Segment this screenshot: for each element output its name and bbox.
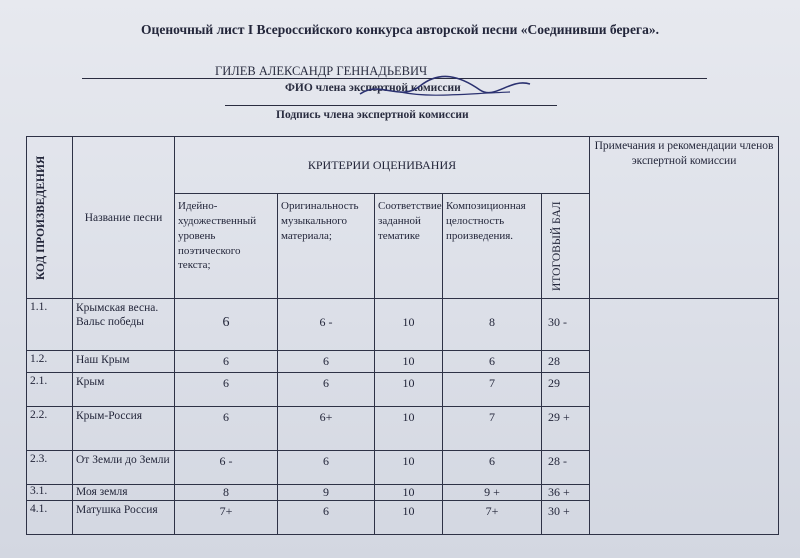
row-score-c1: 6 - (175, 451, 278, 485)
signature-scribble (340, 72, 540, 112)
column-header-criteria: КРИТЕРИИ ОЦЕНИВАНИЯ (175, 137, 590, 194)
row-code: 3.1. (27, 485, 73, 501)
column-header-code-text: КОД ПРОИЗВЕДЕНИЯ (34, 155, 47, 280)
row-score-c1: 6 (175, 407, 278, 451)
row-total: 30 + (542, 501, 590, 535)
row-total: 30 - (542, 299, 590, 351)
row-name: Наш Крым (73, 351, 175, 373)
row-score-c4: 9 + (443, 485, 542, 501)
row-score-c3: 10 (375, 451, 443, 485)
row-name: От Земли до Земли (73, 451, 175, 485)
row-score-c3: 10 (375, 373, 443, 407)
column-header-name: Название песни (73, 137, 175, 299)
row-name: Моя земля (73, 485, 175, 501)
row-total: 28 (542, 351, 590, 373)
column-header-c3: Соответствие заданной тематике (375, 194, 443, 299)
row-score-c3: 10 (375, 407, 443, 451)
row-total: 36 + (542, 485, 590, 501)
row-score-c2: 6 - (278, 299, 375, 351)
row-score-c1: 6 (175, 299, 278, 351)
row-score-c1: 6 (175, 373, 278, 407)
column-header-notes: Примечания и рекомендации членов экспертной комиссии (590, 137, 779, 299)
signature-underline (225, 93, 557, 106)
column-header-c2: Оригинальность музыкального материала; (278, 194, 375, 299)
fio-value: ГИЛЕВ АЛЕКСАНДР ГЕННАДЬЕВИЧ (215, 64, 428, 78)
row-score-c3: 10 (375, 501, 443, 535)
row-name: Крымская весна. Вальс победы (73, 299, 175, 351)
row-score-c4: 7+ (443, 501, 542, 535)
column-header-total-text: ИТОГОВЫЙ БАЛ (550, 201, 563, 291)
row-code: 2.1. (27, 373, 73, 407)
row-name: Крым (73, 373, 175, 407)
row-score-c2: 6 (278, 501, 375, 535)
row-code: 1.2. (27, 351, 73, 373)
column-header-total (542, 194, 590, 299)
notes-cell (590, 299, 779, 535)
signature-label: Подпись члена экспертной комиссии (276, 109, 469, 121)
row-score-c3: 10 (375, 485, 443, 501)
row-code: 2.3. (27, 451, 73, 485)
row-score-c2: 6 (278, 351, 375, 373)
column-header-c1: Идейно-художественный уровень поэтического текста; (175, 194, 278, 299)
row-score-c2: 6 (278, 451, 375, 485)
row-score-c4: 7 (443, 407, 542, 451)
row-total: 29 + (542, 407, 590, 451)
row-score-c4: 6 (443, 351, 542, 373)
fio-label: ФИО члена экспертной комиссии (285, 82, 461, 94)
row-score-c4: 7 (443, 373, 542, 407)
row-score-c1: 6 (175, 351, 278, 373)
row-score-c2: 6 (278, 373, 375, 407)
row-score-c1: 7+ (175, 501, 278, 535)
row-code: 2.2. (27, 407, 73, 451)
header-row-top (27, 137, 779, 194)
page-title: Оценочный лист I Всероссийского конкурса авторской песни «Соединивши берега». (141, 22, 659, 37)
row-score-c3: 10 (375, 351, 443, 373)
row-score-c4: 8 (443, 299, 542, 351)
row-name: Крым-Россия (73, 407, 175, 451)
table-row (27, 299, 779, 351)
row-name: Матушка Россия (73, 501, 175, 535)
column-header-code (27, 137, 73, 299)
column-header-c4: Композиционная целостность произведения. (443, 194, 542, 299)
row-score-c4: 6 (443, 451, 542, 485)
row-score-c2: 9 (278, 485, 375, 501)
row-total: 29 (542, 373, 590, 407)
row-score-c1: 8 (175, 485, 278, 501)
row-total: 28 - (542, 451, 590, 485)
row-score-c2: 6+ (278, 407, 375, 451)
scores-table (26, 136, 779, 535)
row-code: 1.1. (27, 299, 73, 351)
row-code: 4.1. (27, 501, 73, 535)
row-score-c3: 10 (375, 299, 443, 351)
